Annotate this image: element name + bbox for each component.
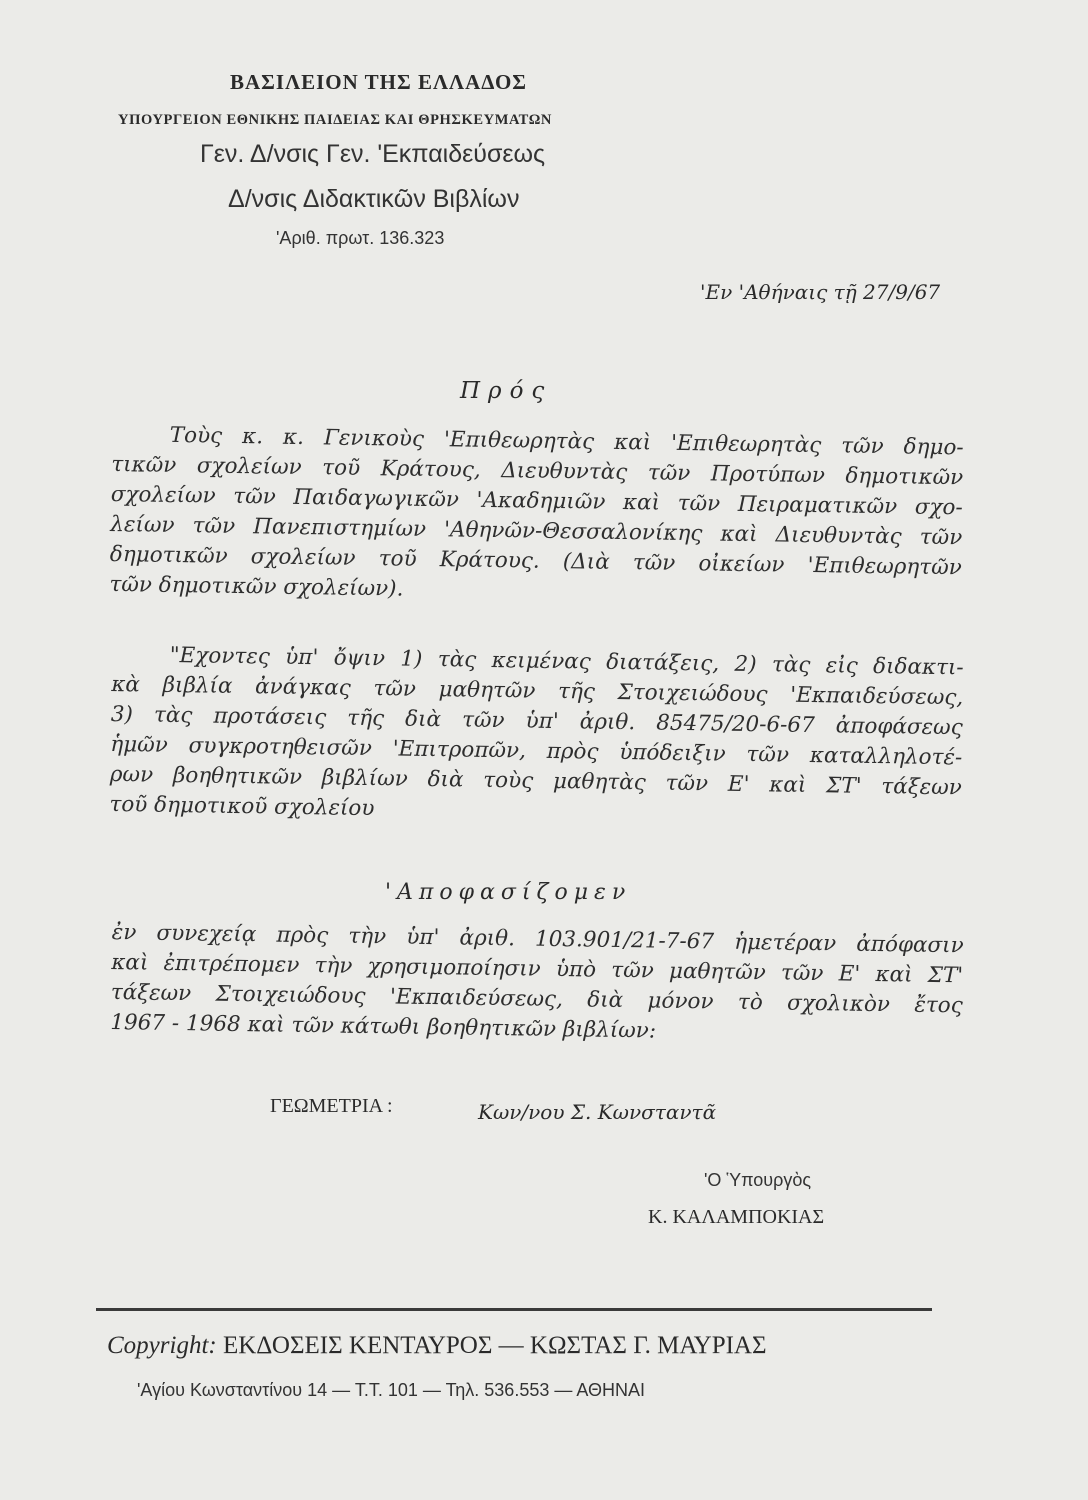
decision-line: ἐν συνεχείᾳ πρὸς τὴν ὑπ' ἀριθ. 103.901/21-7-67 ἡμετέραν ἀπόφασιν [111,919,964,959]
considerations-line: "Εχοντες ὑπ' ὄψιν 1) τὰς κειμένας διατάξεις, 2) τὰς εἰς διδακτι- [169,642,964,681]
copyright-word: Copyright: [107,1332,217,1359]
decision-line: τάξεων Στοιχειώδους 'Εκπαιδεύσεως, διὰ μόνον τὸ σχολικὸν ἔτος [110,979,963,1019]
copyright-line [107,1332,767,1360]
textbooks-directorate: Δ/νσις Διδακτικῶν Βιβλίων [228,185,520,213]
document-date: 'Εν 'Αθήναις τῇ 27/9/67 [700,280,941,304]
subject-author: Κων/νου Σ. Κωνσταντᾶ [478,1100,717,1124]
publisher-address: 'Αγίου Κωνσταντίνου 14 — Τ.Τ. 101 — Τηλ. 536.553 — ΑΘΗΝΑΙ [137,1380,645,1400]
considerations-line: κὰ βιβλία ἀνάγκας τῶν μαθητῶν τῆς Στοιχειώδους 'Εκπαιδεύσεως, [111,671,964,711]
signatory-name: Κ. ΚΑΛΑΜΠΟΚΙΑΣ [648,1206,825,1228]
considerations-line: ἡμῶν συγκροτηθεισῶν 'Επιτροπῶν, πρὸς ὑπόδειξιν τῶν καταλληλοτέ- [110,731,963,771]
protocol-number: 'Αριθ. πρωτ. 136.323 [276,228,445,248]
footer-divider [96,1308,932,1311]
decision-line: καὶ ἐπιτρέπομεν τὴν χρησιμοποίησιν ὑπὸ τῶν μαθητῶν τῶν Ε' καὶ ΣΤ' [111,949,964,989]
addressees-line: λείων τῶν Πανεπιστημίων 'Αθηνῶν-Θεσσαλονίκης καὶ Διευθυντὰς τῶν [110,511,963,551]
addressees-line: τικῶν σχολείων τοῦ Κράτους, Διευθυντὰς τῶν Προτύπων δημοτικῶν [111,451,964,491]
addressees-line: Τοὺς κ. κ. Γενικοὺς 'Επιθεωρητὰς καὶ 'Επιθεωρητὰς τῶν δημο- [169,422,964,461]
general-directorate: Γεν. Δ/νσις Γεν. 'Εκπαιδεύσεως [200,140,546,168]
signatory-title: 'Ο Ὑπουργὸς [704,1170,812,1190]
ministry-title: ΥΠΟΥΡΓΕΙΟΝ ΕΘΝΙΚΗΣ ΠΑΙΔΕΙΑΣ ΚΑΙ ΘΡΗΣΚΕΥΜΑΤΩΝ [118,112,552,128]
decision-heading: 'Αποφασίζομεν [385,880,632,905]
decision-line: 1967 - 1968 καὶ τῶν κάτωθι βοηθητικῶν βιβλίων: [110,1009,657,1044]
considerations-line: τοῦ δημοτικοῦ σχολείου [109,791,375,822]
addressees-line: δημοτικῶν σχολείων τοῦ Κράτους. (Διὰ τῶν οἰκείων 'Επιθεωρητῶν [109,541,962,581]
considerations-line: 3) τὰς προτάσεις τῆς διὰ τῶν ὑπ' ἀριθ. 85475/20-6-67 ἀποφάσεως [110,701,963,741]
kingdom-title: ΒΑΣΙΛΕΙΟΝ ΤΗΣ ΕΛΛΑΔΟΣ [230,70,528,94]
addressees-line: τῶν δημοτικῶν σχολείων). [109,571,404,602]
considerations-paragraph [109,640,964,833]
decision-paragraph [110,918,964,1051]
addressees-line: σχολείων τῶν Παιδαγωγικῶν 'Ακαδημιῶν καὶ τῶν Πειραματικῶν σχο- [110,481,963,521]
to-heading: Πρός [460,378,553,404]
subject-label: ΓΕΩΜΕΤΡΙΑ : [270,1095,393,1117]
addressees-paragraph [109,420,964,613]
copyright-holders: ΕΚΔΟΣΕΙΣ ΚΕΝΤΑΥΡΟΣ — ΚΩΣΤΑΣ Γ. ΜΑΥΡΙΑΣ [222,1332,767,1359]
considerations-line: ρων βοηθητικῶν βιβλίων διὰ τοὺς μαθητὰς τῶν Ε' καὶ ΣΤ' τάξεων [109,761,962,801]
